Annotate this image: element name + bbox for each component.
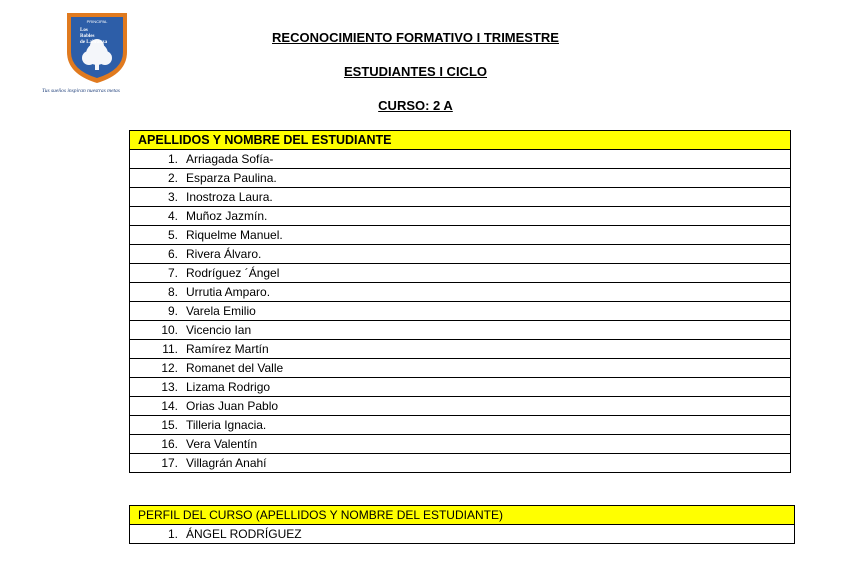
table-row <box>130 454 791 473</box>
table-cell <box>130 359 791 378</box>
profile-table-header-row <box>130 506 795 525</box>
table-row <box>130 150 791 169</box>
row-number: 4. <box>167 209 178 223</box>
table-cell <box>130 340 791 359</box>
table-cell <box>130 378 791 397</box>
student-name: Inostroza Laura. <box>186 190 273 204</box>
table-cell <box>130 264 791 283</box>
students-table-header-row <box>130 131 791 150</box>
row-number: 3. <box>167 190 178 204</box>
table-cell <box>130 435 791 454</box>
logo-line1: Los <box>80 28 88 33</box>
table-row <box>130 359 791 378</box>
table-cell <box>130 150 791 169</box>
row-number: 10. <box>161 323 178 337</box>
table-row <box>130 245 791 264</box>
student-name: Romanet del Valle <box>186 361 284 375</box>
row-number: 1. <box>167 527 178 541</box>
logo-line2: Robles <box>80 34 95 39</box>
table-row <box>130 169 791 188</box>
row-number: 7. <box>167 266 178 280</box>
row-number: 11. <box>162 342 178 356</box>
student-name: Varela Emilio <box>186 304 256 318</box>
table-cell <box>130 226 791 245</box>
table-cell <box>130 321 791 340</box>
row-number: 6. <box>167 247 178 261</box>
student-name: Riquelme Manuel. <box>186 228 283 242</box>
table-row <box>130 188 791 207</box>
profile-table <box>129 505 795 544</box>
student-name: Arriagada Sofía- <box>186 152 274 166</box>
profile-table-header: PERFIL DEL CURSO (APELLIDOS Y NOMBRE DEL ESTUDIANTE) <box>130 506 795 525</box>
row-number: 5. <box>167 228 178 242</box>
table-row <box>130 340 791 359</box>
row-number: 16. <box>161 437 178 451</box>
student-name: Muñoz Jazmín. <box>186 209 268 223</box>
row-number: 14. <box>161 399 178 413</box>
student-name: Rodríguez ´Ángel <box>186 266 280 280</box>
students-table <box>129 130 791 473</box>
row-number: 17. <box>161 456 178 470</box>
table-row <box>130 302 791 321</box>
table-cell <box>130 169 791 188</box>
table-row <box>130 226 791 245</box>
row-number: 8. <box>167 285 178 299</box>
table-row <box>130 207 791 226</box>
student-name: Villagrán Anahí <box>186 456 267 470</box>
table-row <box>130 416 791 435</box>
student-name: Ramírez Martín <box>186 342 269 356</box>
row-number: 9. <box>167 304 178 318</box>
table-cell <box>130 188 791 207</box>
document-subtitle: ESTUDIANTES I CICLO <box>343 64 487 79</box>
document-title: RECONOCIMIENTO FORMATIVO I TRIMESTRE <box>272 30 559 45</box>
row-number: 15. <box>161 418 178 432</box>
logo-top-text: PRINCIPAL <box>86 19 108 24</box>
table-cell <box>130 454 791 473</box>
table-row <box>130 378 791 397</box>
table-cell <box>130 525 795 544</box>
table-row <box>130 283 791 302</box>
table-row <box>130 397 791 416</box>
course-label: CURSO: 2 A <box>378 98 453 113</box>
student-name: Lizama Rodrigo <box>186 380 271 394</box>
table-row <box>130 264 791 283</box>
logo-tagline: Tus sueños inspiran nuestras metas <box>42 88 120 94</box>
students-table-header: APELLIDOS Y NOMBRE DEL ESTUDIANTE <box>130 131 791 150</box>
student-name: Urrutia Amparo. <box>186 285 271 299</box>
student-name: Vera Valentín <box>186 437 258 451</box>
logo-line3: de Labranza <box>80 40 108 45</box>
table-row <box>130 321 791 340</box>
table-cell <box>130 245 791 264</box>
table-cell <box>130 416 791 435</box>
table-cell <box>130 207 791 226</box>
table-cell <box>130 397 791 416</box>
student-name: Orias Juan Pablo <box>186 399 279 413</box>
table-row <box>130 435 791 454</box>
student-name: ÁNGEL RODRÍGUEZ <box>186 527 302 541</box>
table-row <box>130 525 795 544</box>
student-name: Vicencio Ian <box>186 323 252 337</box>
table-cell <box>130 302 791 321</box>
row-number: 12. <box>161 361 178 375</box>
row-number: 1. <box>167 152 178 166</box>
student-name: Rivera Álvaro. <box>186 247 262 261</box>
row-number: 2. <box>167 171 178 185</box>
row-number: 13. <box>161 380 178 394</box>
student-name: Tilleria Ignacia. <box>186 418 267 432</box>
table-cell <box>130 283 791 302</box>
student-name: Esparza Paulina. <box>186 171 277 185</box>
